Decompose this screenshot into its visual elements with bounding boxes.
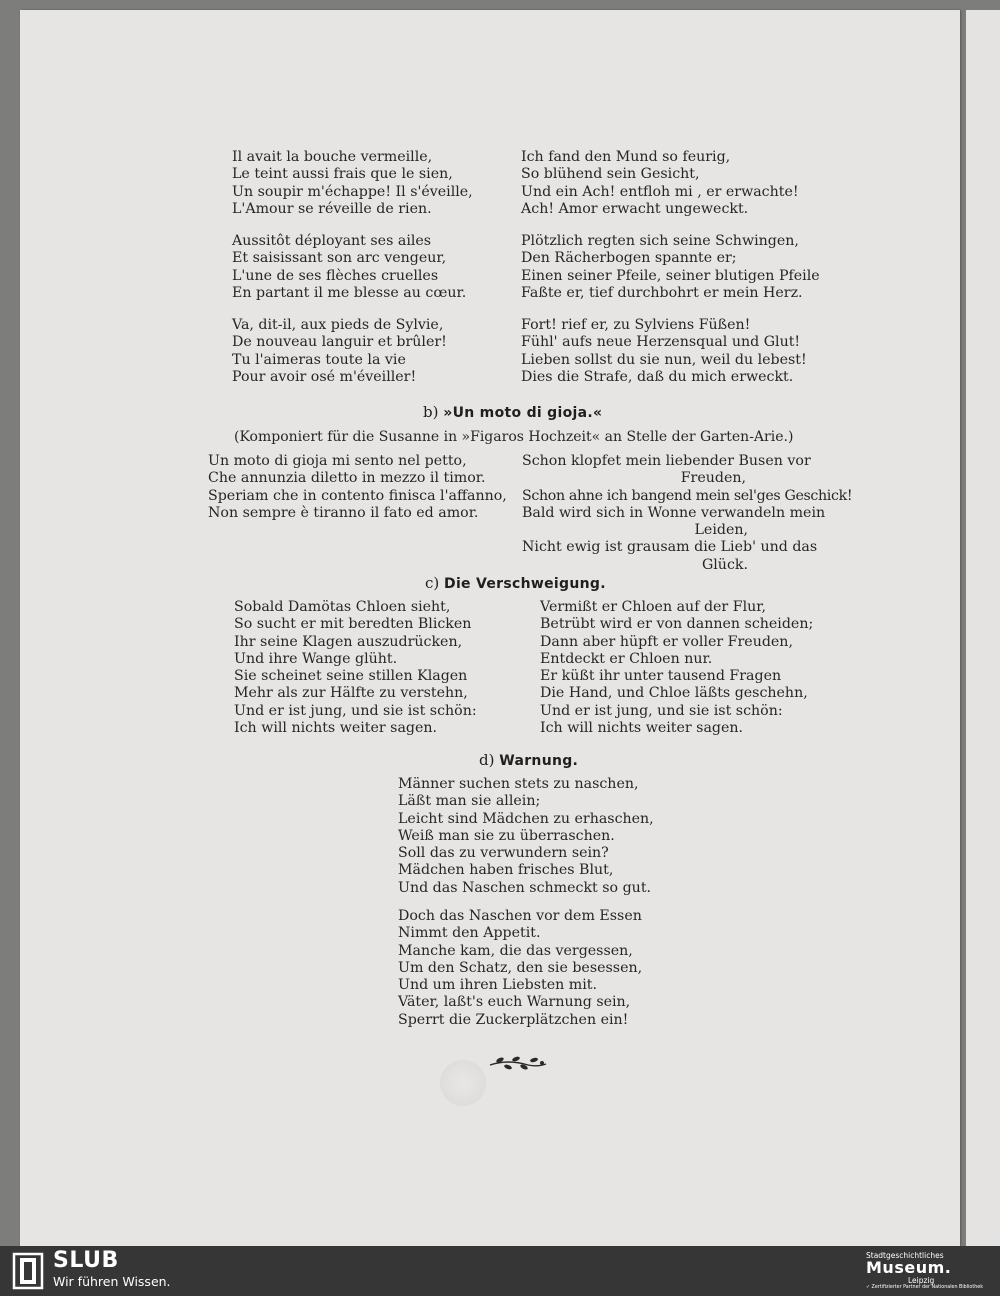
embossed-stamp (440, 1060, 486, 1106)
poem-a-german-stanza-1: Ich fand den Mund so feurig, So blühend sein Gesicht, Und ein Ach! entfloh mi , er erwachte! Ach! Amor erwacht ungeweckt. (521, 149, 799, 217)
poem-d-stanza-1: Männer suchen stets zu naschen, Läßt man sie allein; Leicht sind Mädchen zu erhaschen, Weiß man sie zu überraschen. Soll das zu verwundern sein? Mädchen haben frisches Blut, Und das Naschen schmeckt so gut. (398, 776, 654, 896)
poem-b-title: »Un moto di gioja.« (443, 405, 603, 421)
museum-label-small: Stadtgeschichtliches (866, 1251, 944, 1260)
poem-c-heading: c) Die Verschweigung. (425, 574, 606, 592)
poem-a-german-stanza-3: Fort! rief er, zu Sylviens Füßen! Fühl' aufs neue Herzensqual und Glut! Lieben sollst du sie nun, weil du lebest! Dies die Strafe, daß du mich erweckt. (521, 317, 807, 385)
next-page-edge (966, 10, 1000, 1246)
poem-c-right: Vermißt er Chloen auf der Flur, Betrübt wird er von dannen scheiden; Dann aber hüpft er voller Freuden, Entdeckt er Chloen nur. Er küßt ihr unter tausend Fragen Die Hand, und Chloe läßts geschehn, Und er ist jung, und sie ist schön: Ich will nichts weiter sagen. (540, 599, 814, 737)
poem-c-left: Sobald Damötas Chloen sieht, So sucht er mit beredten Blicken Ihr seine Klagen auszudrücken, Und ihre Wange glüht. Sie scheinet seine stillen Klagen Mehr als zur Hälfte zu verstehn, Und er ist jung, und sie ist schön: Ich will nichts weiter sagen. (234, 599, 477, 737)
poem-d-heading: d) Warnung. (479, 751, 579, 769)
poem-a-french-stanza-3: Va, dit-il, aux pieds de Sylvie, De nouveau languir et brûler! Tu l'aimeras toute la vie Pour avoir osé m'éveiller! (232, 317, 447, 385)
slub-tagline: Wir führen Wissen. (53, 1274, 171, 1289)
museum-partner-note: ✓ Zertifizierter Partner der Nationalen Bibliothek (866, 1285, 983, 1290)
poem-a-french-stanza-1: Il avait la bouche vermeille, Le teint aussi frais que le sien, Un soupir m'échappe! Il s'éveille, L'Amour se réveille de rien. (232, 149, 473, 217)
poem-d-title: Warnung. (499, 753, 579, 769)
leaf-ornament-icon (488, 1053, 548, 1073)
poem-b-heading: b) »Un moto di gioja.« (423, 403, 603, 421)
slub-name[interactable]: SLUB (53, 1248, 119, 1273)
poem-c-title: Die Verschweigung. (444, 576, 606, 592)
museum-logo[interactable]: Museum. (866, 1258, 952, 1277)
poem-b-subtitle: (Komponiert für die Susanne in »Figaros Hochzeit« an Stelle der Garten-Arie.) (234, 429, 794, 445)
slub-logo-icon[interactable] (12, 1252, 44, 1290)
poem-a-german-stanza-2: Plötzlich regten sich seine Schwingen, Den Rächerbogen spannte er; Einen seiner Pfeile, seiner blutigen Pfeile Faßte er, tief durchbohrt er mein Herz. (521, 233, 820, 301)
poem-a-french-stanza-2: Aussitôt déployant ses ailes Et saisissant son arc vengeur, L'une de ses flèches cruelles En partant il me blesse au cœur. (232, 233, 467, 301)
poem-d-stanza-2: Doch das Naschen vor dem Essen Nimmt den Appetit. Manche kam, die das vergessen, Um den Schatz, den sie besessen, Und um ihren Liebsten mit. Väter, laßt's euch Warnung sein, Sperrt die Zuckerplätzchen ein! (398, 908, 643, 1028)
poem-b-italian: Un moto di gioja mi sento nel petto, Che annunzia diletto in mezzo il timor. Speriam che in contento finisca l'affanno, Non sempre è tiranno il fato ed amor. (208, 453, 507, 521)
poem-b-german: Schon klopfet mein liebender Busen vor Freuden, Schon ahne ich bangend mein sel'ges Geschick! Bald wird sich in Wonne verwandeln mein Leiden, Nicht ewig ist grausam die Lieb' und das Glück. (522, 453, 853, 573)
museum-city: Leipzig (908, 1276, 935, 1285)
footer-bar (0, 1246, 1000, 1296)
